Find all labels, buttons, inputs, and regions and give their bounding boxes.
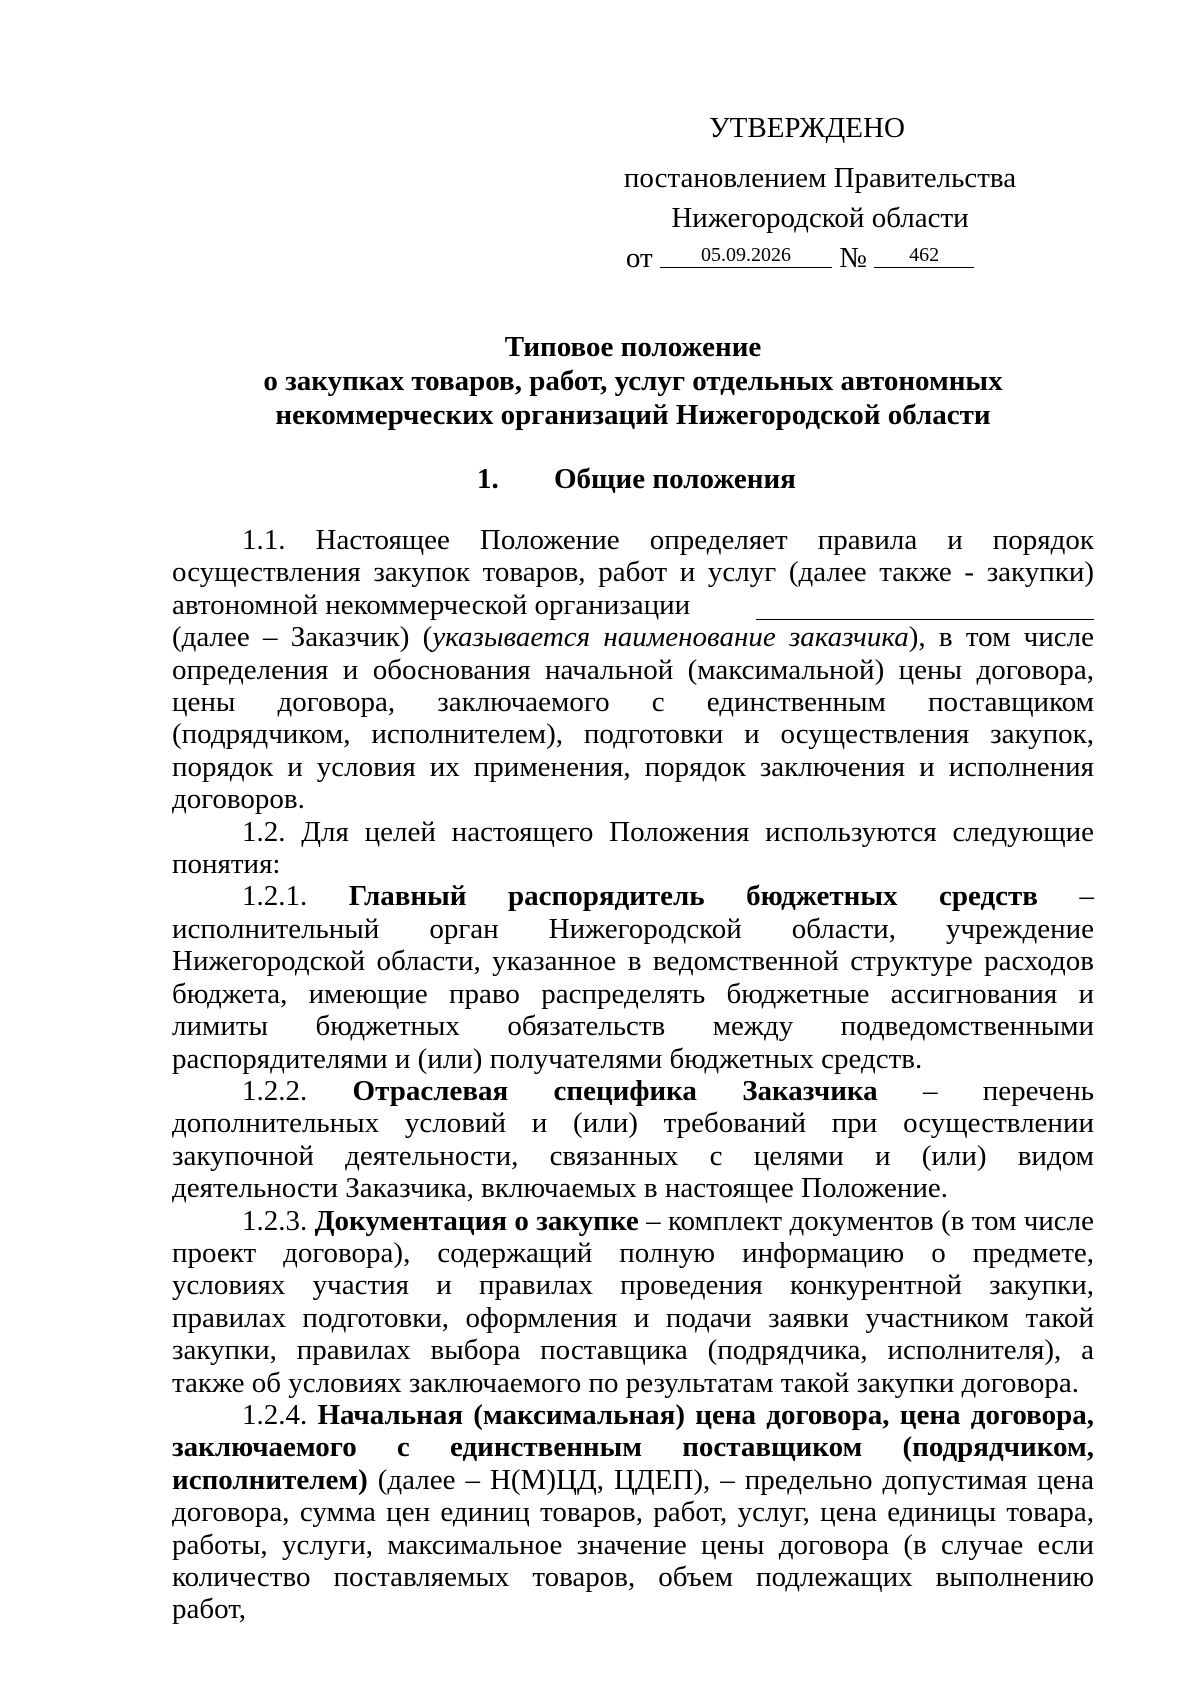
paragraph-1-1-italic: указывается наименование заказчика [432,621,909,654]
title-line-1: Типовое положение [504,331,762,363]
paragraph-1-2-4-text: (далее – Н(М)ЦД, ЦДЕП), – предельно допустимая цена договора, сумма цен единиц товаров, работ, услуг, цена единицы товара, работы, услуги, максимальное значение цены договора (в случае если количество поставляемых товаров, объем подлежащих выполнению работ, [172,1463,1094,1626]
paragraph-1-2-3-number: 1.2.3. [242,1204,308,1237]
title-line-2: о закупках товаров, работ, услуг отдельных автономных [263,365,1003,397]
document-title [172,330,1094,432]
paragraph-1-2-2-number: 1.2.2. [242,1074,308,1107]
approval-date: 05.09.2026 [660,243,832,268]
paragraph-1-2-2-term: Отраслевая специфика Заказчика [352,1074,878,1107]
paragraph-1-2: 1.2. Для целей настоящего Положения используются следующие понятия: [172,815,1094,881]
title-line-3: некоммерческих организаций Нижегородской области [275,399,991,431]
section-number: 1. [477,463,499,495]
paragraph-1-1-text-c: ), в том числе определения и обоснования начальной (максимальной) цены договора, цены договора, заключаемого с единственным поставщиком (подрядчиком, исполнителем), подготовки и осуществления закупок, порядок и условия их применения, порядок заключения и исполнения договоров. [172,621,1094,816]
paragraph-1-2-2-text: – перечень дополнительных условий и (или) требований при осуществлении закупочной деятельности, связанных с целями и (или) видом деятельности Заказчика, включаемых в настоящее Положение. [172,1074,1095,1205]
approval-line-2: Нижегородской области [671,202,969,234]
customer-name-blank [756,599,1094,620]
paragraph-1-2-2 [172,1075,1094,1205]
paragraph-1-2-3-term: Документация о закупке [314,1204,639,1237]
paragraph-1-2-1-number: 1.2.1. [242,880,308,913]
paragraph-1-2-3-text: – комплект документов (в том числе проект договора), содержащий полную информацию о предмете, условиях участия и правилах проведения конкурентной закупки, правилах подготовки, оформления и подачи заявки участником такой закупки, правилах выбора поставщика (подрядчика, исполнителя), а также об условиях заключаемого по результатам такой закупки договора. [172,1204,1095,1399]
number-sign: № [839,242,867,274]
paragraph-1-2-3 [172,1205,1094,1399]
paragraph-1-1-text: 1.1. Настоящее Положение определяет правила и порядок осуществления закупок товаров, работ и услуг (далее также - закупки) автономной некоммерческой организации [172,524,1094,621]
paragraph-1-2-1 [172,880,1094,1074]
paragraph-1-2-4 [172,1399,1094,1626]
paragraph-1-2-1-text: – исполнительный орган Нижегородской области, учреждение Нижегородской области, указанное в ведомственной структуре расходов бюджета, имеющие право распределять бюджетные ассигнования и лимиты бюджетных обязательств между подведомственными распорядителями и (или) получателями бюджетных средств. [172,880,1094,1075]
section-title: Общие положения [554,463,796,495]
approval-date-line [580,238,1020,278]
paragraph-1-1-cont [172,621,1094,815]
document-body [172,524,1094,1626]
paragraph-1-1 [172,524,1094,621]
paragraph-1-1-text-b: (далее – Заказчик) ( [172,621,433,654]
approval-line-1: постановлением Правительства [623,162,1017,194]
approval-block [620,108,1020,278]
paragraph-1-2-4-number: 1.2.4. [242,1398,308,1431]
date-prefix: от [625,242,653,274]
paragraph-1-2-1-term: Главный распорядитель бюджетных средств [348,880,1038,913]
approval-stamp-title: УТВЕРЖДЕНО [709,112,905,144]
approval-number: 462 [874,243,974,268]
paragraph-1-2-4-term: Начальная (максимальная) цена договора, цена договора, заключаемого с единственным поставщиком (подрядчиком, исполнителем) [172,1398,1095,1496]
